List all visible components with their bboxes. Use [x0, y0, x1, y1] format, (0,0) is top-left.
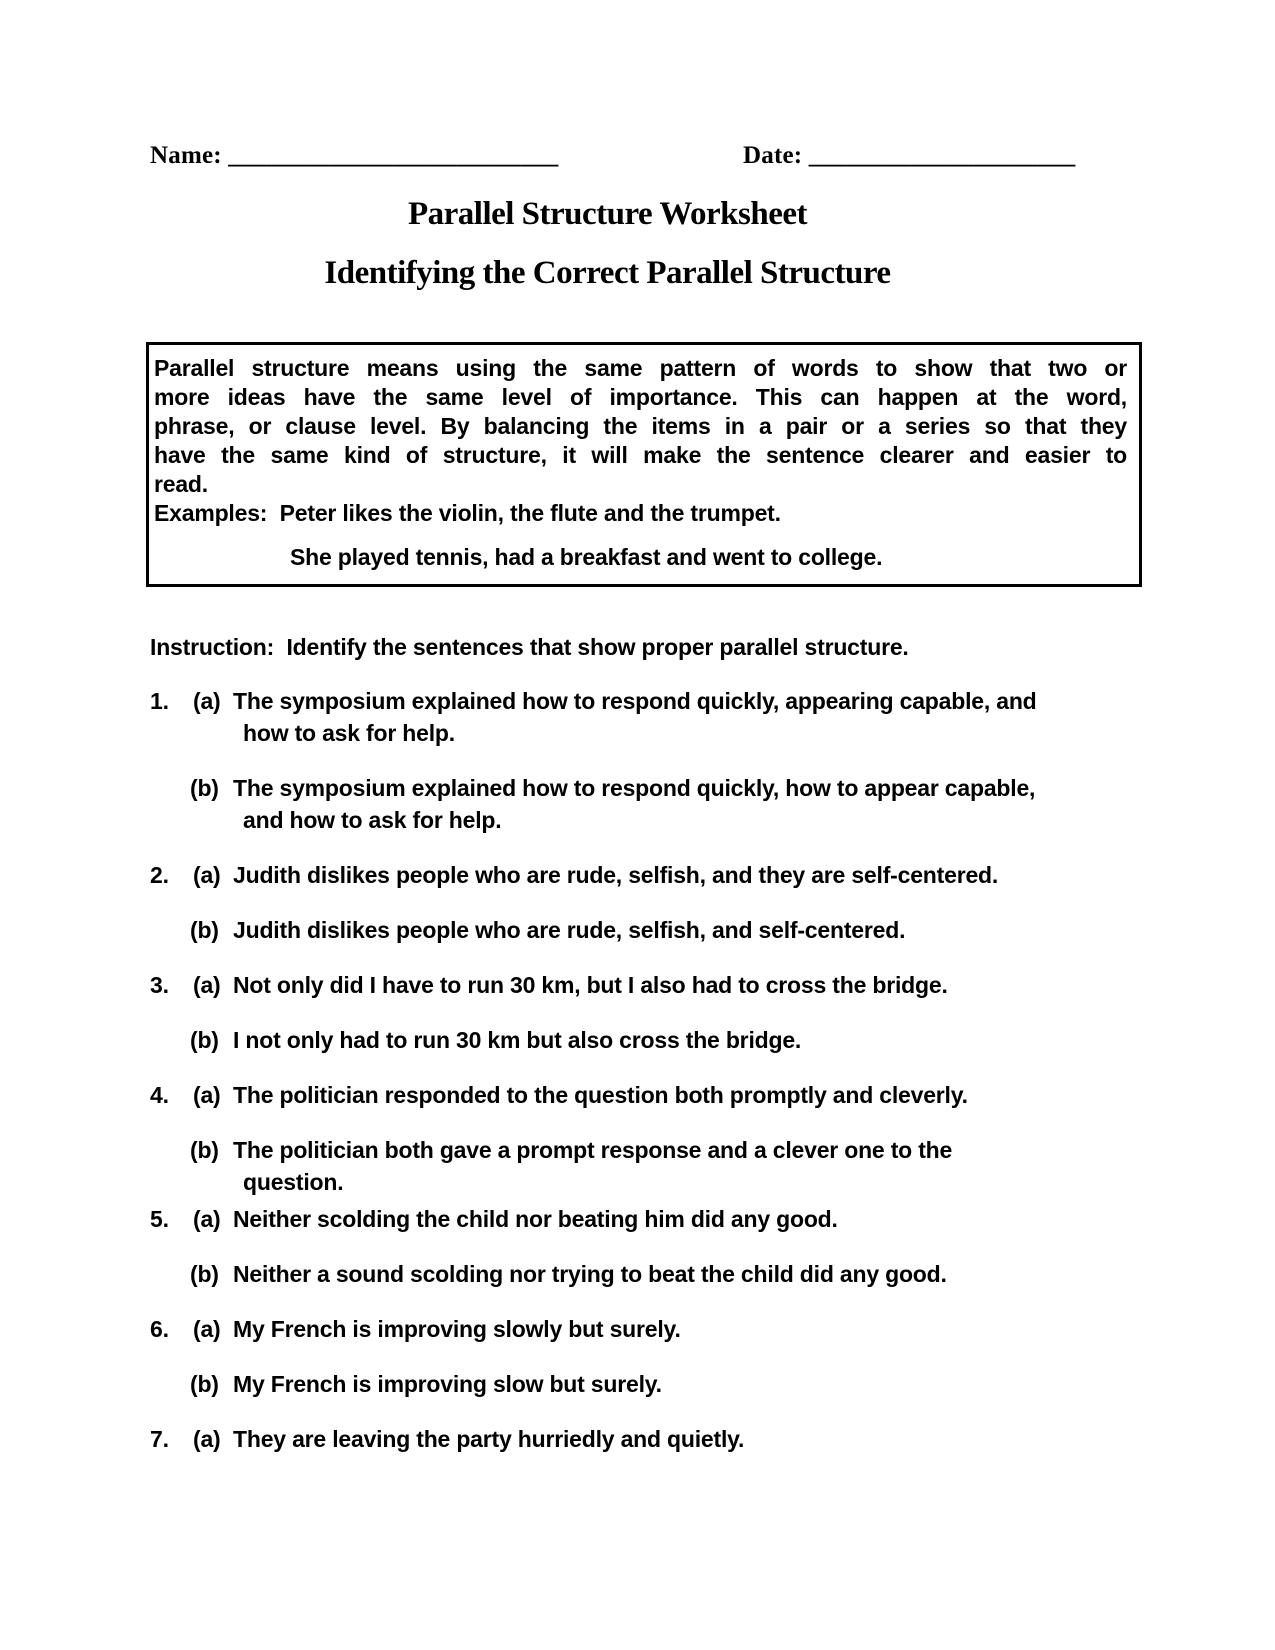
option-text: [233, 1313, 681, 1345]
page-title: Parallel Structure Worksheet: [407, 196, 808, 232]
option-line: how to ask for help.: [243, 720, 455, 746]
question-number: 4.: [150, 1082, 169, 1108]
definition-box: [146, 342, 1142, 587]
question-2-option-b: [150, 914, 1125, 946]
question-7-option-a: [150, 1423, 1125, 1455]
question-3: [150, 969, 1125, 1056]
option-text: [233, 1368, 662, 1400]
question-list: [150, 685, 1125, 1455]
option-text: [233, 1024, 801, 1056]
question-2: [150, 859, 1125, 946]
option-text: [233, 1134, 952, 1198]
option-line: Not only did I have to run 30 km, but I also had to cross the bridge.: [233, 972, 948, 998]
option-a-label: (a): [193, 1206, 221, 1232]
title-block: [150, 196, 1065, 292]
question-6-option-b: [150, 1368, 1125, 1400]
question-number: 6.: [150, 1316, 169, 1342]
option-a-label: (a): [193, 1426, 221, 1452]
option-text: [233, 1203, 838, 1235]
question-number: 7.: [150, 1426, 169, 1452]
option-line: I not only had to run 30 km but also cross the bridge.: [233, 1027, 802, 1053]
option-line: The symposium explained how to respond quickly, appearing capable, and: [233, 688, 1037, 714]
option-line: The symposium explained how to respond quickly, how to appear capable,: [233, 775, 1036, 801]
option-line: Neither a sound scolding nor trying to beat the child did any good.: [233, 1261, 947, 1287]
definition-line-2: more ideas have the same level of importance. This can happen at the word,: [154, 384, 1127, 410]
header-row: [150, 142, 1125, 170]
option-a-label: (a): [193, 862, 221, 888]
page-subtitle: Identifying the Correct Parallel Structure: [324, 255, 891, 291]
option-b-label: (b): [190, 1371, 219, 1397]
option-a-label: (a): [193, 972, 221, 998]
option-text: [233, 1423, 744, 1455]
question-3-option-b: [150, 1024, 1125, 1056]
question-5-option-a: [150, 1203, 1125, 1235]
question-number: 1.: [150, 688, 169, 714]
definition-line-3: phrase, or clause level. By balancing the items in a pair or a series so that they: [154, 413, 1127, 439]
question-1-option-b: [150, 772, 1125, 836]
option-text: [233, 969, 948, 1001]
name-label: Name:: [150, 142, 229, 169]
option-b-label: (b): [190, 1261, 219, 1287]
definition-line-4: have the same kind of structure, it will make the sentence clearer and easier to: [154, 442, 1127, 468]
option-a-label: (a): [193, 688, 221, 714]
option-text: [233, 914, 905, 946]
question-5: [150, 1203, 1125, 1290]
definition-line-1: Parallel structure means using the same pattern of words to show that two or: [154, 355, 1127, 381]
question-2-option-a: [150, 859, 1125, 891]
option-b-label: (b): [190, 1137, 219, 1163]
option-text: [233, 1079, 968, 1111]
question-number: 3.: [150, 972, 169, 998]
question-6-option-a: [150, 1313, 1125, 1345]
option-line: Neither scolding the child nor beating him did any good.: [233, 1206, 838, 1232]
option-text: [233, 772, 1035, 836]
option-a-label: (a): [193, 1082, 221, 1108]
option-b-label: (b): [190, 917, 219, 943]
question-4-option-a: [150, 1079, 1125, 1111]
option-line: The politician responded to the question both promptly and cleverly.: [233, 1082, 968, 1108]
name-field: [150, 142, 559, 170]
option-a-label: (a): [193, 1316, 221, 1342]
name-blank-line: __________________________: [228, 142, 559, 169]
option-text: [233, 685, 1037, 749]
question-3-option-a: [150, 969, 1125, 1001]
definition-line-5: read.: [154, 471, 208, 497]
date-label: Date:: [743, 142, 809, 169]
examples-line: Examples: Peter likes the violin, the flute and the trumpet.: [154, 500, 781, 526]
example-second-line: She played tennis, had a breakfast and went to college.: [290, 544, 883, 570]
option-line: and how to ask for help.: [243, 807, 502, 833]
question-6: [150, 1313, 1125, 1400]
option-line: My French is improving slow but surely.: [233, 1371, 662, 1397]
question-1: [150, 685, 1125, 836]
date-blank-line: _____________________: [808, 142, 1076, 169]
option-b-label: (b): [190, 775, 219, 801]
instruction-line: Instruction: Identify the sentences that show proper parallel structure.: [150, 634, 909, 660]
option-text: [233, 859, 998, 891]
option-line: question.: [243, 1169, 344, 1195]
option-line: They are leaving the party hurriedly and quietly.: [233, 1426, 745, 1452]
question-4-option-b: [150, 1134, 1125, 1198]
question-number: 5.: [150, 1206, 169, 1232]
option-text: [233, 1258, 947, 1290]
question-1-option-a: [150, 685, 1125, 749]
option-line: Judith dislikes people who are rude, selfish, and self-centered.: [233, 917, 906, 943]
question-4: [150, 1079, 1125, 1198]
option-line: The politician both gave a prompt response and a clever one to the: [233, 1137, 953, 1163]
question-7: [150, 1423, 1125, 1455]
option-line: Judith dislikes people who are rude, selfish, and they are self-centered.: [233, 862, 999, 888]
question-number: 2.: [150, 862, 169, 888]
option-line: My French is improving slowly but surely.: [233, 1316, 681, 1342]
option-b-label: (b): [190, 1027, 219, 1053]
question-5-option-b: [150, 1258, 1125, 1290]
date-field: [743, 142, 1075, 170]
